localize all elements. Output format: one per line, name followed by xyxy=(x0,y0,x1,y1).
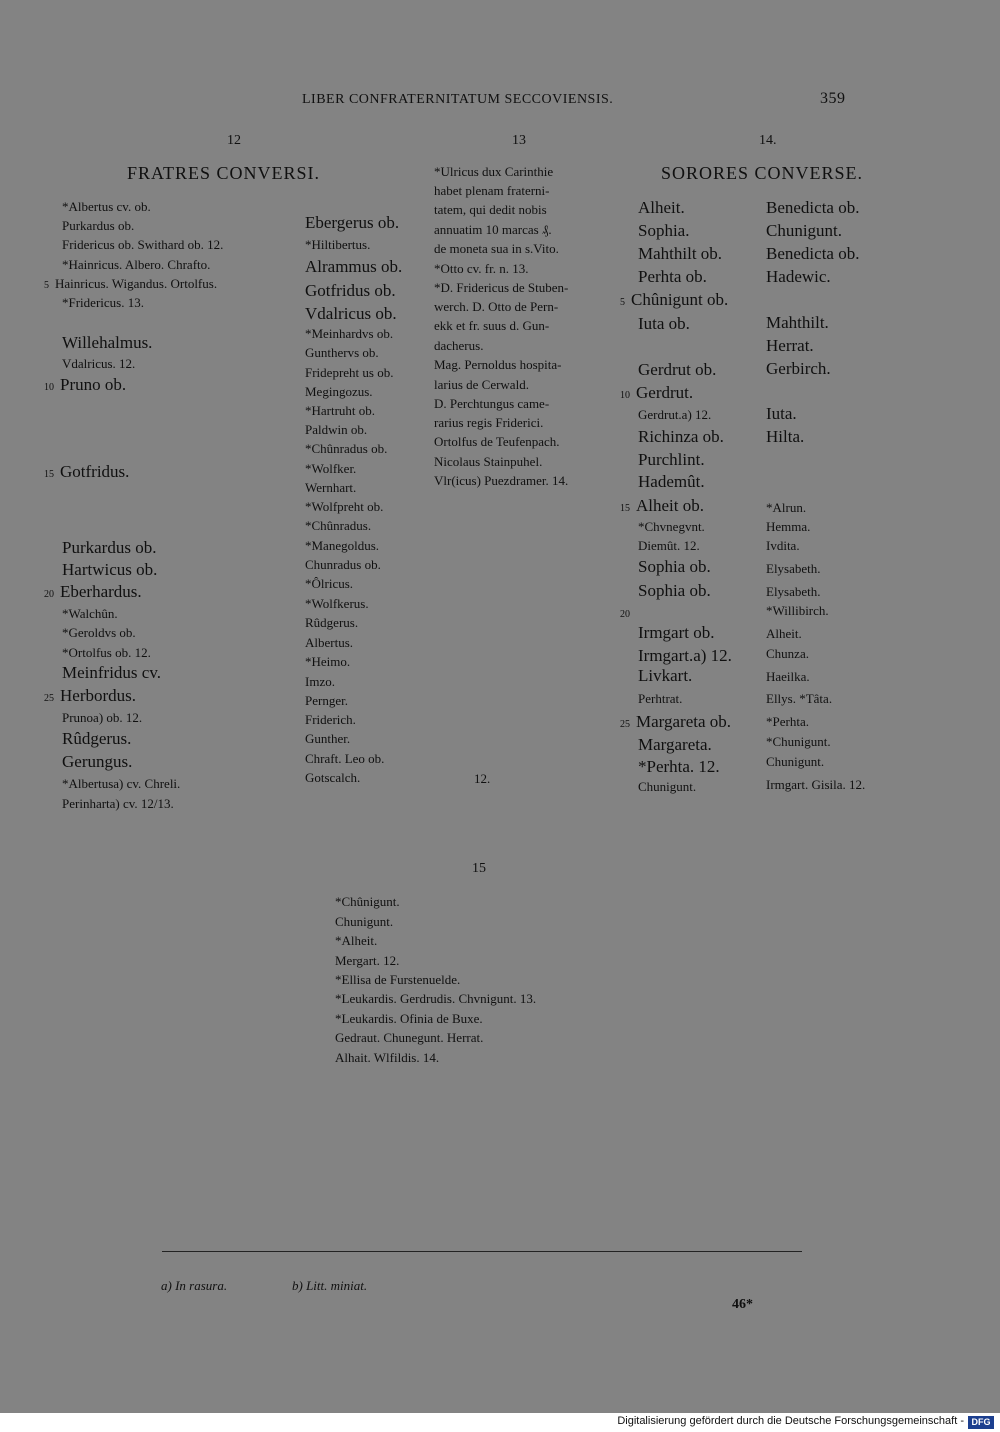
entry-text: Mag. Pernoldus hospita- xyxy=(434,357,562,372)
fratres-right-entry xyxy=(305,749,384,768)
fratres-right-entry xyxy=(305,633,353,652)
column-15-entry xyxy=(335,1028,483,1047)
sorores-left-entry xyxy=(638,777,696,796)
entry-text: Ortolfus de Teufenpach. xyxy=(434,434,560,449)
entry-text: Iuta. xyxy=(766,404,797,423)
entry-text: habet plenam fraterni- xyxy=(434,183,550,198)
entry-text: *Ôlricus. xyxy=(305,576,354,591)
column-number-14: 14. xyxy=(759,133,777,148)
fratres-right-entry xyxy=(305,213,399,232)
fratres-left-entry xyxy=(62,729,131,748)
entry-text: Alheit ob. xyxy=(636,496,704,515)
entry-text: Gerdrut ob. xyxy=(638,360,717,379)
sorores-left-entry xyxy=(638,646,732,665)
entry-text: Sophia ob. xyxy=(638,581,711,600)
entry-text: Livkart. xyxy=(638,666,693,685)
sorores-right-entry xyxy=(766,313,829,332)
entry-text: Richinza ob. xyxy=(638,427,724,446)
fratres-right-entry xyxy=(305,478,356,497)
sorores-left-entry xyxy=(638,221,689,240)
sorores-left-entry xyxy=(638,450,705,469)
entry-text: Pernger. xyxy=(305,693,348,708)
fratres-right-entry xyxy=(305,729,350,748)
entry-text: Gotfridus ob. xyxy=(305,281,396,300)
fratres-left-entry xyxy=(44,462,130,484)
column-number-13: 13 xyxy=(512,133,526,148)
fratres-left-entry xyxy=(62,293,144,312)
column-15-entry xyxy=(335,931,377,950)
page-number: 359 xyxy=(820,90,846,107)
line-number: 5 xyxy=(620,297,625,308)
entry-text: Vdalricus. 12. xyxy=(62,356,136,371)
entry-text: Chunigunt. xyxy=(766,754,825,769)
fratres-left-entry xyxy=(62,663,161,682)
line-number: 20 xyxy=(44,589,54,600)
column-15-entry xyxy=(335,912,393,931)
entry-text: *Hainricus. Albero. Chrafto. xyxy=(62,257,211,272)
fratres-left-entry xyxy=(62,235,223,254)
entry-text: Purkardus ob. xyxy=(62,538,157,557)
column-13-entry xyxy=(434,394,549,413)
entry-text: rarius regis Friderici. xyxy=(434,415,544,430)
entry-text: Wernhart. xyxy=(305,480,357,495)
column-number-15: 15 xyxy=(472,861,486,876)
entry-text: Mahthilt ob. xyxy=(638,244,723,263)
footnote-a: a) In rasura. xyxy=(161,1278,228,1293)
entry-text: *Geroldvs ob. xyxy=(62,625,136,640)
entry-text: Chraft. Leo ob. xyxy=(305,751,385,766)
sorores-right-entry xyxy=(766,732,831,751)
sorores-right-entry xyxy=(766,624,802,643)
fratres-left-entry xyxy=(62,216,134,235)
entry-text: Hilta. xyxy=(766,427,805,446)
sorores-left-entry xyxy=(638,735,712,754)
fratres-right-entry xyxy=(305,343,379,362)
entry-text: Hademût. xyxy=(638,472,705,491)
fratres-left-entry xyxy=(62,794,174,813)
column-15-entry xyxy=(335,892,400,911)
entry-text: Ivdita. xyxy=(766,538,800,553)
entry-text: *Wolfker. xyxy=(305,461,357,476)
sorores-left-entry xyxy=(638,757,720,776)
entry-text: Gerbirch. xyxy=(766,359,831,378)
line-number: 5 xyxy=(44,280,49,291)
entry-text: larius de Cerwald. xyxy=(434,377,529,392)
sorores-left-entry xyxy=(638,314,690,333)
column-15-entry xyxy=(335,951,399,970)
fratres-left-entry xyxy=(44,375,127,397)
entry-text: Perinharta) cv. 12/13. xyxy=(62,796,174,811)
signature-mark: 46* xyxy=(732,1297,753,1312)
entry-text: Gunther. xyxy=(305,731,351,746)
column-15-entry xyxy=(335,970,460,989)
entry-text: Herbordus. xyxy=(60,686,137,705)
fratres-left-entry xyxy=(62,752,132,771)
sorores-right-entry xyxy=(766,244,859,263)
sorores-right-entry xyxy=(766,752,824,771)
fratres-right-entry xyxy=(305,304,397,323)
entry-text: *Ellisa de Furstenuelde. xyxy=(335,972,461,987)
fratres-right-entry xyxy=(305,652,350,671)
fratres-left-entry xyxy=(44,582,142,604)
entry-text: Alheit. xyxy=(766,626,802,641)
fratres-right-entry xyxy=(305,257,402,276)
column-13-entry xyxy=(434,336,483,355)
sorores-right-entry xyxy=(766,404,797,423)
entry-text: *Albertus cv. ob. xyxy=(62,199,151,214)
running-title: LIBER CONFRATERNITATUM SECCOVIENSIS. xyxy=(302,92,614,107)
line-number: 10 xyxy=(620,390,630,401)
entry-text: *Chûnigunt. xyxy=(335,894,400,909)
entry-text: Gerdrut. xyxy=(636,383,694,402)
entry-text: *Alheit. xyxy=(335,933,378,948)
entry-text: dacherus. xyxy=(434,338,484,353)
entry-text: *Albertusa) cv. Chreli. xyxy=(62,776,181,791)
fratres-left-entry xyxy=(62,333,152,352)
entry-text: Alrammus ob. xyxy=(305,257,403,276)
entry-text: Imzo. xyxy=(305,674,335,689)
entry-text: *Leukardis. Ofinia de Buxe. xyxy=(335,1011,483,1026)
fratres-left-entry xyxy=(62,197,151,216)
entry-text: Margareta ob. xyxy=(636,712,732,731)
column-13-entry xyxy=(434,278,568,297)
entry-text: tatem, qui dedit nobis xyxy=(434,202,547,217)
entry-text: *Heimo. xyxy=(305,654,351,669)
entry-text: *Fridericus. 13. xyxy=(62,295,144,310)
entry-text: Hainricus. Wigandus. Ortolfus. xyxy=(55,276,218,291)
sorores-left-entry xyxy=(638,405,711,424)
line-number: 15 xyxy=(620,503,630,514)
entry-text: Fridericus ob. Swithard ob. 12. xyxy=(62,237,224,252)
fratres-right-entry xyxy=(305,555,381,574)
entry-text: *Perhta. xyxy=(766,714,809,729)
entry-text: *Ortolfus ob. 12. xyxy=(62,645,151,660)
column-13-entry xyxy=(434,200,547,219)
fratres-right-entry xyxy=(305,363,393,382)
fratres-right-entry xyxy=(305,401,375,420)
sorores-left-entry xyxy=(620,290,729,312)
sorores-left-entry xyxy=(638,666,692,685)
entry-text: Megingozus. xyxy=(305,384,373,399)
sorores-left-entry xyxy=(620,383,694,405)
entry-text: ekk et fr. suus d. Gun- xyxy=(434,318,550,333)
fratres-right-entry xyxy=(305,516,371,535)
line-number: 25 xyxy=(620,719,630,730)
entry-text: Purkardus ob. xyxy=(62,218,135,233)
entry-text: Sophia ob. xyxy=(638,557,711,576)
fratres-left-entry xyxy=(62,354,135,373)
fratres-right-entry xyxy=(305,382,373,401)
heading-sorores-converse: SORORES CONVERSE. xyxy=(661,163,864,183)
sorores-left-entry xyxy=(620,496,704,518)
entry-text: Chûnigunt ob. xyxy=(631,290,729,309)
line-number: 25 xyxy=(44,693,54,704)
entry-text: de moneta sua in s.Vito. xyxy=(434,241,559,256)
entry-text: Elysabeth. xyxy=(766,584,821,599)
column-13-entry xyxy=(434,316,549,335)
entry-text: Sophia. xyxy=(638,221,690,240)
sorores-left-entry xyxy=(620,712,732,734)
sorores-right-entry xyxy=(766,198,859,217)
entry-text: *Wolfkerus. xyxy=(305,596,369,611)
fratres-right-entry xyxy=(305,613,358,632)
entry-text: Mergart. 12. xyxy=(335,953,400,968)
entry-text: annuatim 10 marcas ₰. xyxy=(434,222,552,237)
entry-text: Irmgart.a) 12. xyxy=(638,646,732,665)
entry-text: *Otto cv. fr. n. 13. xyxy=(434,261,529,276)
fratres-right-entry xyxy=(305,691,348,710)
entry-text: *Alrun. xyxy=(766,500,807,515)
sorores-right-entry xyxy=(766,775,865,794)
entry-text: *D. Fridericus de Stuben- xyxy=(434,280,569,295)
footnote-rule xyxy=(162,1251,802,1252)
column-13-entry xyxy=(434,220,552,239)
entry-text: *Hiltibertus. xyxy=(305,237,371,252)
entry-text: Irmgart. Gisila. 12. xyxy=(766,777,866,792)
fratres-right-entry xyxy=(305,497,383,516)
entry-text: Gerungus. xyxy=(62,752,133,771)
fratres-right-entry xyxy=(305,594,369,613)
sorores-right-entry xyxy=(766,536,800,555)
column-13-entry xyxy=(434,452,542,471)
fratres-left-entry xyxy=(62,255,210,274)
column-13-entry xyxy=(434,181,550,200)
sorores-right-entry xyxy=(766,427,804,446)
entry-text: Elysabeth. xyxy=(766,561,821,576)
entry-text: Diemût. 12. xyxy=(638,538,700,553)
footer-funding-text: Digitalisierung gefördert durch die Deutsche Forschungsgemeinschaft - xyxy=(617,1415,964,1427)
fratres-left-entry xyxy=(44,686,137,708)
fratres-left-entry xyxy=(62,604,118,623)
entry-text: *Chvnegvnt. xyxy=(638,519,705,534)
sorores-right-entry xyxy=(766,517,810,536)
entry-text: Fridepreht us ob. xyxy=(305,365,394,380)
column-13-bottom-number: 12. xyxy=(474,771,491,786)
entry-text: Hartwicus ob. xyxy=(62,560,158,579)
fratres-left-entry xyxy=(62,708,142,727)
fratres-left-entry xyxy=(62,623,136,642)
footnote-b: b) Litt. miniat. xyxy=(292,1278,368,1293)
entry-text: *Manegoldus. xyxy=(305,538,380,553)
entry-text: Gunthervs ob. xyxy=(305,345,379,360)
column-13-entry xyxy=(434,432,560,451)
fratres-left-entry xyxy=(62,538,156,557)
sorores-left-entry xyxy=(638,427,724,446)
column-13-entry xyxy=(434,259,528,278)
entry-text: *Leukardis. Gerdrudis. Chvnigunt. 13. xyxy=(335,991,537,1006)
fratres-right-entry xyxy=(305,324,393,343)
entry-text: Meinfridus cv. xyxy=(62,663,161,682)
sorores-right-entry xyxy=(766,601,829,620)
sorores-right-entry xyxy=(766,498,806,517)
sorores-right-entry xyxy=(766,221,842,240)
entry-text: Vlr(icus) Puezdramer. 14. xyxy=(434,473,569,488)
line-number: 15 xyxy=(44,469,54,480)
entry-text: *Wolfpreht ob. xyxy=(305,499,384,514)
entry-text: Irmgart ob. xyxy=(638,623,715,642)
sorores-right-entry xyxy=(766,582,821,601)
column-15-entry xyxy=(335,989,536,1008)
entry-text: Chunigunt. xyxy=(335,914,394,929)
column-13-entry xyxy=(434,375,529,394)
entry-text: Perhta ob. xyxy=(638,267,707,286)
entry-text: Margareta. xyxy=(638,735,712,754)
entry-text: *Perhta. 12. xyxy=(638,757,720,776)
sorores-right-entry xyxy=(766,667,810,686)
entry-text: Eberhardus. xyxy=(60,582,142,601)
sorores-left-entry xyxy=(638,689,682,708)
entry-text: Ellys. *Tâta. xyxy=(766,691,833,706)
column-13-entry xyxy=(434,471,568,490)
entry-text: *Ulricus dux Carinthie xyxy=(434,164,554,179)
entry-text: Mahthilt. xyxy=(766,313,829,332)
entry-text: werch. D. Otto de Pern- xyxy=(434,299,559,314)
entry-text: Gotscalch. xyxy=(305,770,361,785)
fratres-right-entry xyxy=(305,710,356,729)
entry-text: Hadewic. xyxy=(766,267,831,286)
fratres-right-entry xyxy=(305,672,335,691)
fratres-left-entry xyxy=(62,560,157,579)
line-number: 20 xyxy=(620,609,630,620)
entry-text: *Hartruht ob. xyxy=(305,403,376,418)
entry-text: Alheit. xyxy=(638,198,685,217)
column-15-entry xyxy=(335,1009,483,1028)
sorores-left-entry xyxy=(638,472,705,491)
entry-text: Iuta ob. xyxy=(638,314,690,333)
footer-bar xyxy=(0,1413,1000,1432)
sorores-left-entry xyxy=(638,581,711,600)
entry-text: Hemma. xyxy=(766,519,811,534)
column-13-entry xyxy=(434,239,559,258)
entry-text: Purchlint. xyxy=(638,450,705,469)
entry-text: Vdalricus ob. xyxy=(305,304,397,323)
entry-text: Herrat. xyxy=(766,336,814,355)
entry-text: Gedraut. Chunegunt. Herrat. xyxy=(335,1030,484,1045)
entry-text: Albertus. xyxy=(305,635,354,650)
sorores-right-entry xyxy=(766,644,809,663)
column-13-entry xyxy=(434,162,553,181)
entry-text: Gotfridus. xyxy=(60,462,130,481)
entry-text: Chunigunt. xyxy=(638,779,697,794)
fratres-left-entry xyxy=(62,643,151,662)
entry-text: Pruno ob. xyxy=(60,375,127,394)
entry-text: Perhtrat. xyxy=(638,691,683,706)
entry-text: *Willibirch. xyxy=(766,603,829,618)
sorores-right-entry xyxy=(766,712,809,731)
entry-text: Benedicta ob. xyxy=(766,244,860,263)
column-13-entry xyxy=(434,297,558,316)
sorores-left-entry xyxy=(638,198,685,217)
sorores-left-entry xyxy=(638,360,716,379)
entry-text: Nicolaus Stainpuhel. xyxy=(434,454,543,469)
entry-text: *Chunigunt. xyxy=(766,734,831,749)
entry-text: *Chûnradus. xyxy=(305,518,372,533)
sorores-right-entry xyxy=(766,689,832,708)
fratres-right-entry xyxy=(305,235,370,254)
entry-text: Haeilka. xyxy=(766,669,810,684)
entry-text: Rûdgerus. xyxy=(305,615,359,630)
entry-text: Chunza. xyxy=(766,646,809,661)
sorores-right-entry xyxy=(766,336,814,355)
fratres-right-entry xyxy=(305,420,367,439)
sorores-right-entry xyxy=(766,559,821,578)
fratres-right-entry xyxy=(305,459,356,478)
sorores-left-entry xyxy=(638,623,714,642)
entry-text: Gerdrut.a) 12. xyxy=(638,407,712,422)
entry-text: Rûdgerus. xyxy=(62,729,132,748)
sorores-right-entry xyxy=(766,267,831,286)
sorores-left-entry xyxy=(638,536,700,555)
dfg-logo[interactable]: DFG xyxy=(968,1416,994,1429)
entry-text: *Meinhardvs ob. xyxy=(305,326,394,341)
line-number: 10 xyxy=(44,382,54,393)
entry-text: Friderich. xyxy=(305,712,356,727)
entry-text: Paldwin ob. xyxy=(305,422,368,437)
sorores-left-entry xyxy=(638,557,711,576)
entry-text: Chunigunt. xyxy=(766,221,843,240)
entry-text: Ebergerus ob. xyxy=(305,213,400,232)
column-13-entry xyxy=(434,413,543,432)
entry-text: Chunradus ob. xyxy=(305,557,381,572)
fratres-right-entry xyxy=(305,574,353,593)
entry-text: Benedicta ob. xyxy=(766,198,860,217)
entry-text: *Walchûn. xyxy=(62,606,118,621)
column-number-12: 12 xyxy=(227,133,241,148)
fratres-right-entry xyxy=(305,768,360,787)
fratres-right-entry xyxy=(305,439,387,458)
sorores-left-entry xyxy=(638,517,705,536)
column-15-entry xyxy=(335,1048,439,1067)
fratres-right-entry xyxy=(305,536,379,555)
entry-text: Prunoa) ob. 12. xyxy=(62,710,143,725)
sorores-right-entry xyxy=(766,359,831,378)
entry-text: Alhait. Wlfildis. 14. xyxy=(335,1050,440,1065)
sorores-left-entry xyxy=(638,267,707,286)
entry-text: *Chûnradus ob. xyxy=(305,441,388,456)
entry-text: Willehalmus. xyxy=(62,333,153,352)
entry-text: D. Perchtungus came- xyxy=(434,396,550,411)
fratres-right-entry xyxy=(305,281,396,300)
heading-fratres-conversi: FRATRES CONVERSI. xyxy=(127,163,321,183)
sorores-left-entry xyxy=(638,244,722,263)
fratres-left-entry xyxy=(62,774,180,793)
column-13-entry xyxy=(434,355,561,374)
